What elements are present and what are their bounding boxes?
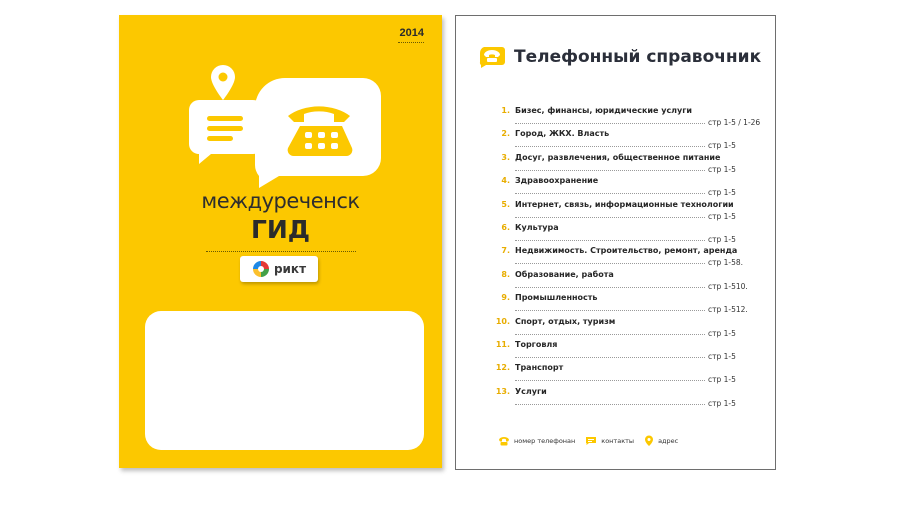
toc-label: Интернет, связь, информационные технологии (515, 199, 734, 209)
toc-page: стр 1-512. (708, 305, 748, 315)
page-title: Телефонный справочник (514, 47, 762, 67)
toc-leader (515, 217, 705, 218)
cover-city: междуреченск (201, 189, 360, 213)
phone-icon (498, 436, 510, 446)
year-underline (398, 42, 424, 43)
toc-label: Культура (515, 222, 559, 232)
toc-number: 13. (495, 386, 510, 396)
toc-number: 11. (495, 339, 510, 349)
toc-leader (515, 263, 705, 264)
toc-number: 12. (495, 363, 510, 373)
toc-number: 1. (501, 106, 510, 115)
toc-leader (515, 123, 705, 124)
legend-label: адрес (658, 436, 679, 445)
toc-leader (515, 146, 705, 147)
toc-item[interactable] (494, 293, 762, 316)
toc-page: стр 1-5 (708, 398, 736, 408)
toc-page: стр 1-510. (708, 281, 748, 291)
toc-label: Образование, работа (515, 269, 614, 279)
legend-label: контакты (601, 436, 635, 445)
toc-number: 8. (501, 269, 510, 279)
toc-leader (515, 334, 705, 335)
cover-blank-area (145, 311, 424, 450)
cover-page (119, 15, 442, 468)
toc-number: 4. (501, 176, 510, 186)
toc-item[interactable] (494, 270, 762, 293)
toc-leader (515, 193, 705, 194)
toc-label: Бизес, финансы, юридические услуги (515, 106, 693, 115)
toc-item[interactable] (494, 317, 762, 340)
toc-page: стр 1-5 (708, 375, 736, 385)
toc-number: 6. (501, 222, 510, 232)
toc-item[interactable] (494, 200, 762, 223)
toc-page: стр 1-5 (708, 211, 736, 221)
toc-leader (515, 240, 705, 241)
legend-item-phone (498, 436, 575, 446)
toc-label: Город, ЖКХ. Власть (515, 129, 610, 139)
toc-item[interactable] (494, 363, 762, 386)
toc-item[interactable] (494, 153, 762, 176)
chat-bubble-icon (189, 100, 263, 164)
toc-item[interactable] (494, 223, 762, 246)
toc-label: Здравоохранение (515, 176, 599, 186)
toc-page: стр 1-5 (708, 234, 736, 244)
phone-bubble-icon (255, 78, 381, 188)
cover-title: ГИД (250, 215, 311, 244)
toc-number: 7. (501, 246, 510, 256)
toc-label: Услуги (515, 386, 547, 396)
phone-bubble-icon (478, 45, 506, 69)
toc-leader (515, 170, 705, 171)
cover-illustration (185, 60, 385, 190)
toc-page: стр 1-5 (708, 164, 736, 174)
toc-page: стр 1-5 (708, 188, 736, 198)
toc-item[interactable] (494, 387, 762, 410)
toc-item[interactable] (494, 340, 762, 363)
brand-name: рикт (273, 262, 307, 276)
toc-label: Торговля (515, 339, 558, 349)
toc-number: 5. (501, 199, 510, 209)
toc-label: Досуг, развлечения, общественное питание (515, 152, 721, 162)
toc-page: стр 1-5 (708, 328, 736, 338)
toc-number: 2. (501, 129, 510, 139)
toc-item[interactable] (494, 129, 762, 152)
toc-label: Транспорт (515, 363, 564, 373)
cover-year: 2014 (399, 27, 424, 39)
table-of-contents (494, 106, 762, 410)
toc-item[interactable] (494, 246, 762, 269)
toc-number: 3. (501, 152, 510, 162)
toc-page: стр 1-5 (708, 141, 736, 151)
brand-badge (240, 256, 318, 282)
toc-leader (515, 404, 705, 405)
legend (498, 435, 678, 446)
toc-label: Недвижимость. Строительство, ремонт, аренда (515, 246, 738, 256)
toc-page: стр 1-5 / 1-26 (708, 118, 761, 127)
toc-number: 10. (495, 316, 510, 326)
location-pin-icon (211, 65, 235, 100)
rikt-logo-icon (252, 260, 270, 278)
toc-leader (515, 310, 705, 311)
toc-number: 9. (501, 293, 510, 303)
toc-leader (515, 357, 705, 358)
toc-label: Спорт, отдых, туризм (515, 316, 616, 326)
legend-label: номер телефонан (514, 436, 576, 445)
location-pin-icon (644, 435, 654, 446)
toc-item[interactable] (494, 176, 762, 199)
chat-icon (585, 436, 597, 446)
toc-page: стр 1-5 (708, 351, 736, 361)
toc-label: Промышленность (515, 293, 598, 303)
toc-leader (515, 380, 705, 381)
toc-leader (515, 287, 705, 288)
toc-page: стр 1-58. (708, 258, 744, 268)
directory-page (455, 15, 776, 470)
legend-item-contacts (585, 436, 634, 446)
legend-item-address (644, 435, 678, 446)
cover-divider (206, 251, 356, 252)
toc-item[interactable] (494, 106, 762, 129)
